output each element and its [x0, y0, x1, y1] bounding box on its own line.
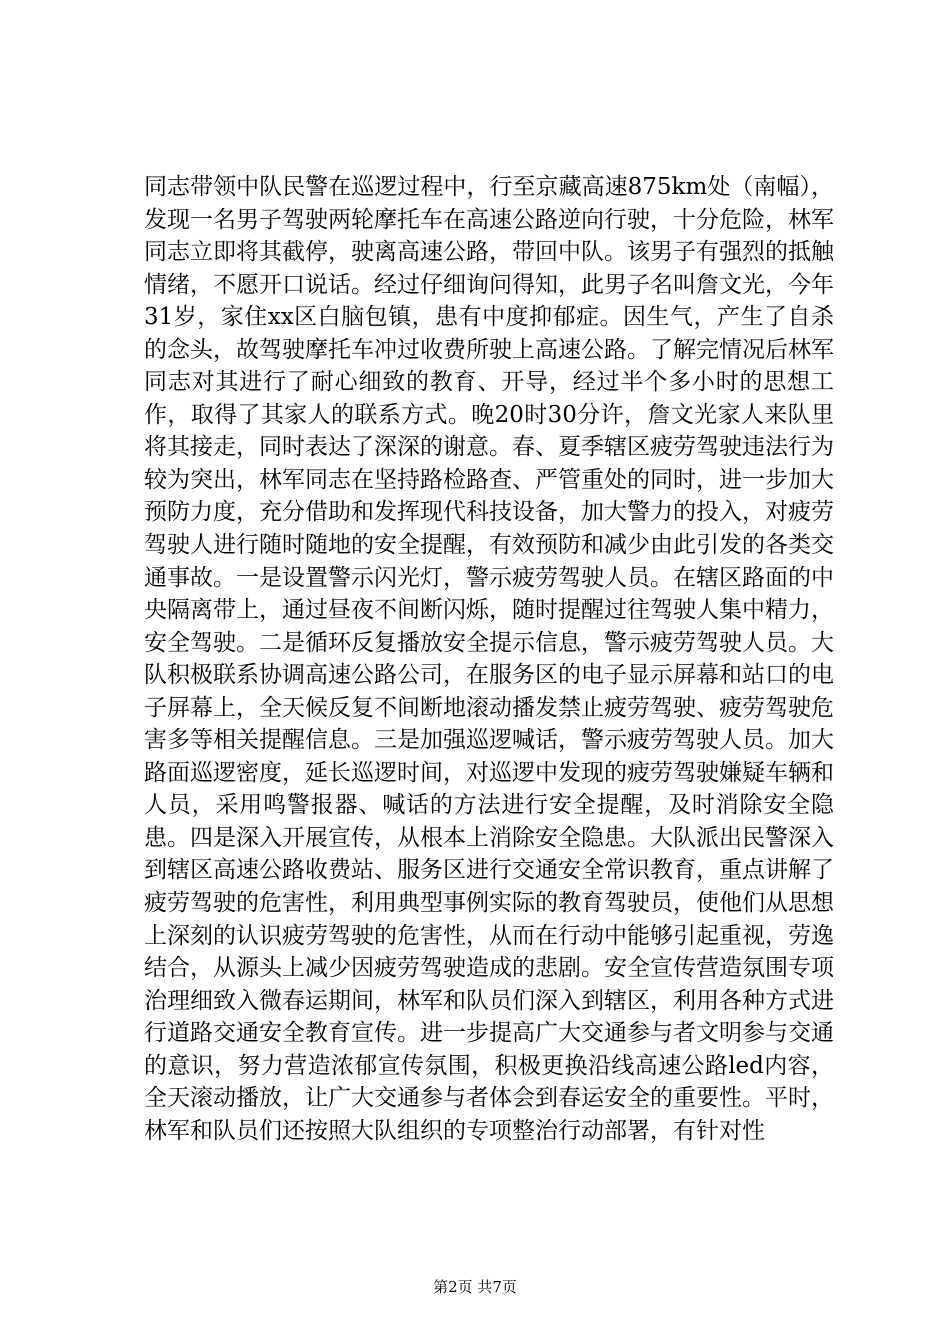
body-paragraph: 同志带领中队民警在巡逻过程中，行至京藏高速875km处（南幅），发现一名男子驾驶两轮摩托车在高速公路逆向行驶，十分危险，林军同志立即将其截停，驶离高速公路，带回中队。该男子有强烈的抵触情绪，不愿开口说话。经过仔细询问得知，此男子名叫詹文光，今年31岁，家住xx区白脑包镇，患有中度抑郁症。因生气，产生了自杀的念头，故驾驶摩托车冲过收费所驶上高速公路。了解完情况后林军同志对其进行了耐心细致的教育、开导，经过半个多小时的思想工作，取得了其家人的联系方式。晚20时30分许，詹文光家人来队里将其接走，同时表达了深深的谢意。春、夏季辖区疲劳驾驶违法行为较为突出，林军同志在坚持路检路查、严管重处的同时，进一步加大预防力度，充分借助和发挥现代科技设备，加大警力的投入，对疲劳驾驶人进行随时随地的安全提醒，有效预防和减少由此引发的各类交通事故。一是设置警示闪光灯，警示疲劳驾驶人员。在辖区路面的中央隔离带上，通过昼夜不间断闪烁，随时提醒过往驾驶人集中精力，安全驾驶。二是循环反复播放安全提示信息，警示疲劳驾驶人员。大队积极联系协调高速公路公司，在服务区的电子显示屏幕和站口的电子屏幕上，全天候反复不间断地滚动播发禁止疲劳驾驶、疲劳驾驶危害多等相关提醒信息。三是加强巡逻喊话，警示疲劳驾驶人员。加大路面巡逻密度，延长巡逻时间，对巡逻中发现的疲劳驾驶嫌疑车辆和人员，采用鸣警报器、喊话的方法进行安全提醒，及时消除安全隐患。四是深入开展宣传，从根本上消除安全隐患。大队派出民警深入到辖区高速公路收费站、服务区进行交通安全常识教育，重点讲解了疲劳驾驶的危害性，利用典型事例实际的教育驾驶员，使他们从思想上深刻的认识疲劳驾驶的危害性，从而在行动中能够引起重视，劳逸结合，从源头上减少因疲劳驾驶造成的悲剧。安全宣传营造氛围专项治理细致入微春运期间，林军和队员们深入到辖区，利用各种方式进行道路交通安全教育宣传。进一步提高广大交通参与者文明参与交通的意识，努力营造浓郁宣传氛围，积极更换沿线高速公路led内容，全天滚动播放，让广大交通参与者体会到春运安全的重要性。平时，林军和队员们还按照大队组织的专项整治行动部署，有针对性 [144, 174, 834, 1144]
page-footer: 第2页 共7页 [433, 1278, 517, 1296]
